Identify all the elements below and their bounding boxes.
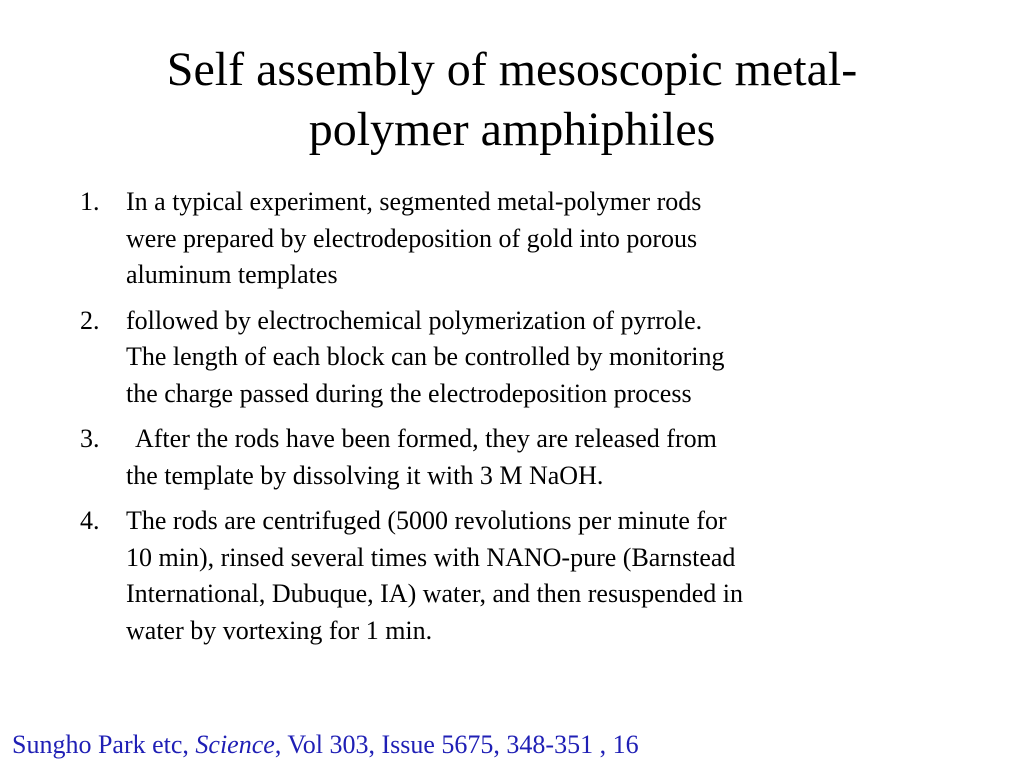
item-number: 3. [80,424,100,453]
list-item [80,184,950,294]
item-line: After the rods have been formed, they are released from [135,424,717,453]
title-line: Self assembly of mesoscopic metal- [166,43,858,96]
item-line: the template by dissolving it with 3 M NaOH. [126,460,604,490]
slide-title [0,40,1024,160]
item-number: 2. [80,305,100,335]
list-item [80,303,950,413]
item-line: In a typical experiment, segmented metal-polymer rods [126,187,702,216]
item-line: the charge passed during the electrodeposition process [126,378,692,408]
procedure-list [80,184,950,658]
item-line: The length of each block can be controlled by monitoring [126,342,725,371]
list-item [80,503,950,649]
citation-authors: Sungho Park etc, [12,730,196,759]
item-line: The rods are centrifuged (5000 revolutions per minute for [126,506,727,535]
citation-details: , Vol 303, Issue 5675, 348-351 , 16 [274,730,639,759]
item-line: 10 min), rinsed several times with NANO-pure (Barnstead [126,542,736,572]
item-text [126,303,950,413]
item-line: were prepared by electrodeposition of gold into porous [126,223,698,253]
item-number: 4. [80,506,100,535]
item-line: water by vortexing for 1 min. [126,615,433,645]
item-number: 1. [80,187,100,216]
item-line: aluminum templates [126,260,338,289]
item-text [126,421,950,494]
item-line: International, Dubuque, IA) water, and then resuspended in [126,579,743,608]
list-item [80,421,950,494]
citation [12,727,639,763]
item-line: followed by electrochemical polymerization of pyrrole. [126,305,703,335]
title-line: polymer amphiphiles [308,103,716,156]
item-text [126,184,950,294]
item-text [126,503,950,649]
citation-journal: Science [195,730,275,759]
